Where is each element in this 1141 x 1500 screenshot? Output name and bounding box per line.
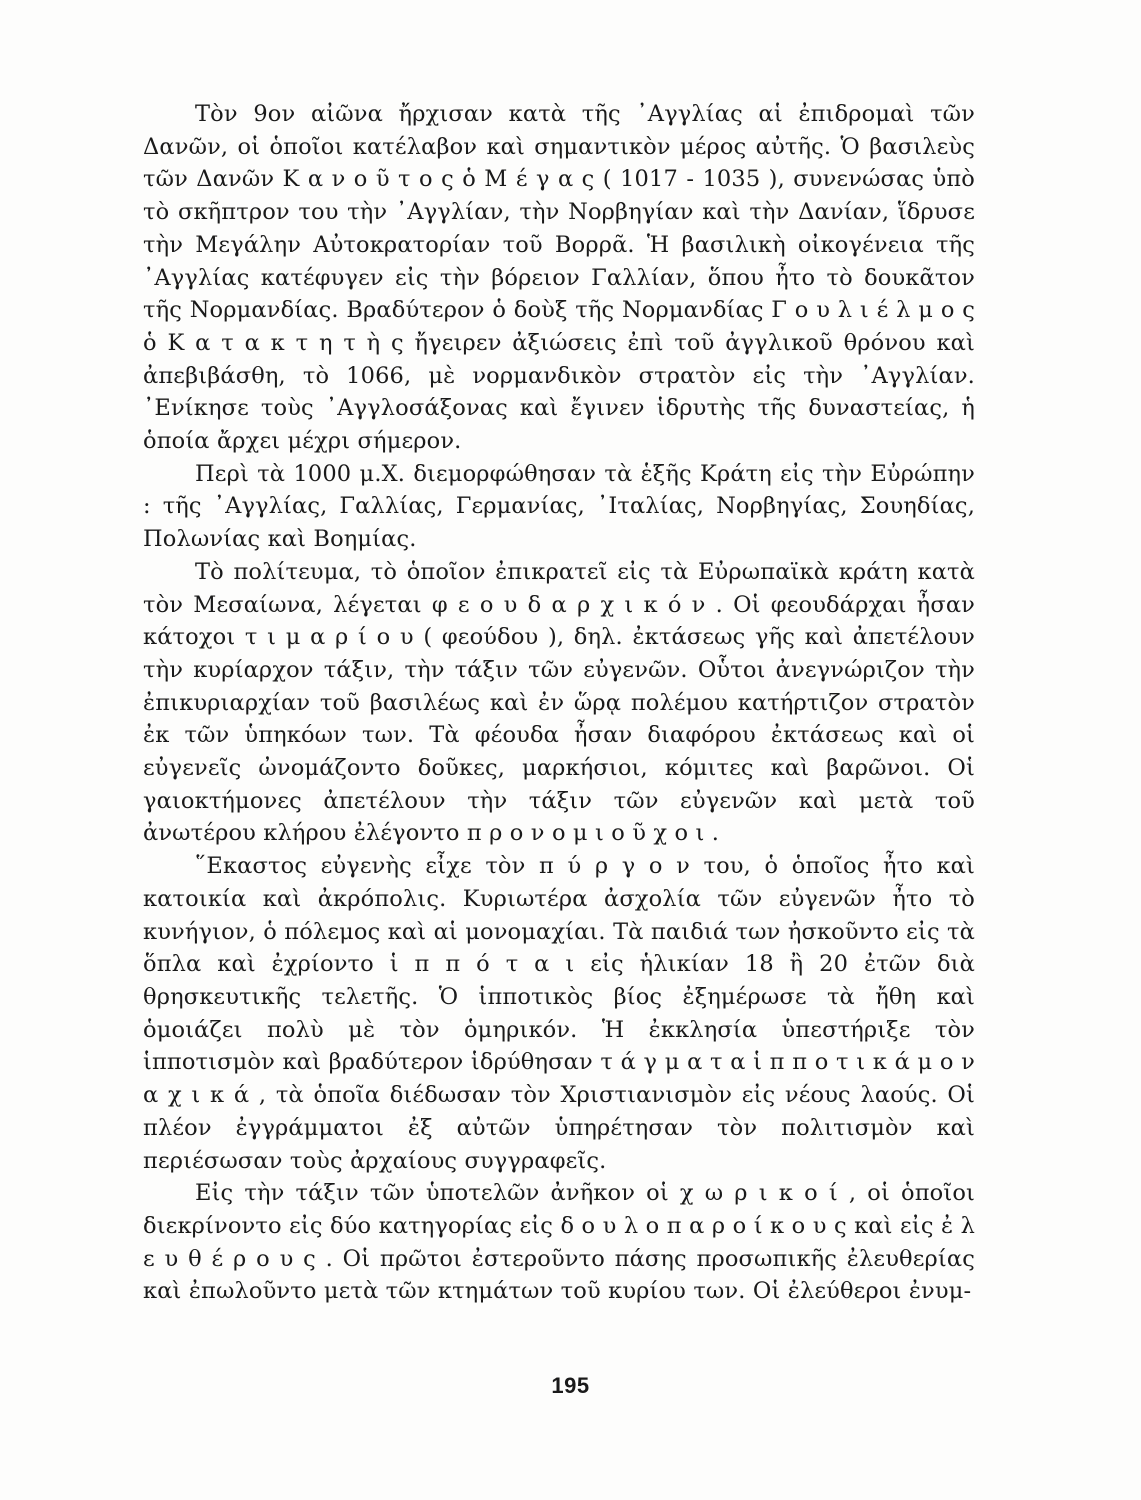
paragraph-feudalism: Τὸ πολίτευμα, τὸ ὁποῖον ἐπικρατεῖ εἰς τὰ Εὐρωπαϊκὰ κράτη κατὰ τὸν Μεσαίωνα, λέγεται φ ε ο υ δ α ρ χ ι κ ό ν . Οἱ φεουδάρχαι ἦσαν κάτοχοι τ ι μ α ρ ί ο υ ( φεούδου ), δηλ. ἐκτάσεως γῆς καὶ ἀπετέλουν τὴν κυρίαρχον τάξιν, τὴν τάξιν τῶν εὐγενῶν. Οὗτοι ἀνεγνώριζον τὴν ἐπικυριαρχίαν τοῦ βασιλέως καὶ ἐν ὥρᾳ πολέμου κατήρτιζον στρατὸν ἐκ τῶν ὑπηκόων των. Τὰ φέουδα ἦσαν διαφόρου ἐκτάσεως καὶ οἱ εὐγενεῖς ὠνομάζοντο δοῦκες, μαρκήσιοι, κόμιτες καὶ βαρῶνοι. Οἱ γαιοκτήμονες ἀπετέλουν τὴν τάξιν τῶν εὐγενῶν καὶ μετὰ τοῦ ἀνωτέρου κλήρου ἐλέγοντο π ρ ο ν ο μ ι ο ῦ χ ο ι . — [143, 558, 975, 847]
paragraph-knighthood: ῞Εκαστος εὐγενὴς εἶχε τὸν π ύ ρ γ ο ν του, ὁ ὁποῖος ἦτο καὶ κατοικία καὶ ἀκρόπολις. Κυριωτέρα ἀσχολία τῶν εὐγενῶν ἦτο τὸ κυνήγιον, ὁ πόλεμος καὶ αἱ μονομαχίαι. Τὰ παιδιά των ἠσκοῦντο εἰς τὰ ὅπλα καὶ ἐχρίοντο ἱ π π ό τ α ι εἰς ἡλικίαν 18 ἢ 20 ἐτῶν διὰ θρησκευτικῆς τελετῆς. Ὁ ἱπποτικὸς βίος ἐξημέρωσε τὰ ἤθη καὶ ὁμοιάζει πολὺ μὲ τὸν ὁμηρικόν. Ἡ ἐκκλησία ὑπεστήριξε τὸν ἱπποτισμὸν καὶ βραδύτερον ἱδρύθησαν τ ά γ μ α τ α ἱ π π ο τ ι κ ά μ ο ν α χ ι κ ά , τὰ ὁποῖα διέδωσαν τὸν Χριστιανισμὸν εἰς νέους λαούς. Οἱ πλέον ἐγγράμματοι ἐξ αὐτῶν ὑπηρέτησαν τὸν πολιτισμὸν καὶ περιέσωσαν τοὺς ἀρχαίους συγγραφεῖς. — [143, 853, 975, 1174]
paragraph-states-europe: Περὶ τὰ 1000 μ.Χ. διεμορφώθησαν τὰ ἑξῆς Κράτη εἰς τὴν Εὐρώπην : τῆς ᾿Αγγλίας, Γαλλίας, Γερμανίας, ᾿Ιταλίας, Νορβηγίας, Σουηδίας, Πολωνίας καὶ Βοημίας. — [143, 460, 975, 553]
paragraph-danes-england: Τὸν 9ον αἰῶνα ἤρχισαν κατὰ τῆς ᾿Αγγλίας αἱ ἐπιδρομαὶ τῶν Δανῶν, οἱ ὁποῖοι κατέλαβον καὶ σημαντικὸν μέρος αὐτῆς. Ὁ βασιλεὺς τῶν Δανῶν Κ α ν ο ῦ τ ο ς ὁ Μ έ γ α ς ( 1017 - 1035 ), συνενώσας ὑπὸ τὸ σκῆπτρον του τὴν ᾿Αγγλίαν, τὴν Νορβηγίαν καὶ τὴν Δανίαν, ἵδρυσε τὴν Μεγάλην Αὐτοκρατορίαν τοῦ Βορρᾶ. Ἡ βασιλικὴ οἰκογένεια τῆς ᾿Αγγλίας κατέφυγεν εἰς τὴν βόρειον Γαλλίαν, ὅπου ἦτο τὸ δουκᾶτον τῆς Νορμανδίας. Βραδύτερον ὁ δοὺξ τῆς Νορμανδίας Γ ο υ λ ι έ λ μ ο ς ὁ Κ α τ α κ τ η τ ὴ ς ἤγειρεν ἀξιώσεις ἐπὶ τοῦ ἀγγλικοῦ θρόνου καὶ ἀπεβιβάσθη, τὸ 1066, μὲ νορμανδικὸν στρατὸν εἰς τὴν ᾿Αγγλίαν. ᾿Ενίκησε τοὺς ᾿Αγγλοσάξονας καὶ ἔγινεν ἱδρυτὴς τῆς δυναστείας, ἡ ὁποία ἄρχει μέχρι σήμερον. — [143, 101, 975, 455]
page-number: 195 — [551, 1373, 590, 1398]
paragraph-peasants: Εἰς τὴν τάξιν τῶν ὑποτελῶν ἀνῆκον οἱ χ ω ρ ι κ ο ί , οἱ ὁποῖοι διεκρίνοντο εἰς δύο κατηγορίας εἰς δ ο υ λ ο π α ρ ο ί κ ο υ ς καὶ εἰς ἐ λ ε υ θ έ ρ ο υ ς . Οἱ πρῶτοι ἐστεροῦντο πάσης προσωπικῆς ἐλευθερίας καὶ ἐπωλοῦντο μετὰ τῶν κτημάτων τοῦ κυρίου των. Οἱ ἐλεύθεροι ἐνυμ- — [143, 1180, 975, 1305]
body-text — [143, 98, 975, 1308]
